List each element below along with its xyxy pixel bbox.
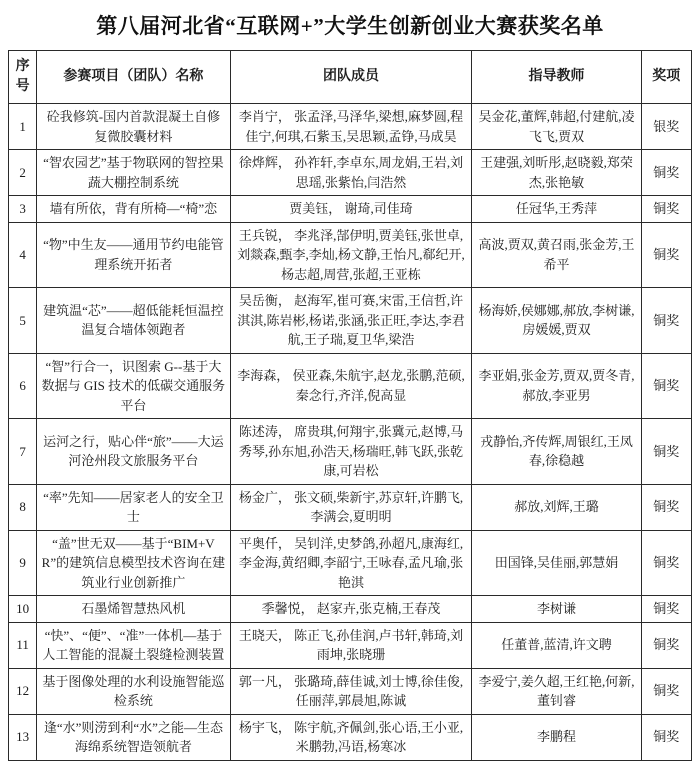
table-row (9, 714, 692, 760)
project-name-cell: 运河之行，贴心伴“旅”——大运河沧州段文旅服务平台 (37, 419, 230, 485)
header-row (9, 51, 692, 104)
project-name-cell: “物”中生友——通用节约电能管理系统开拓者 (37, 222, 230, 288)
project-name-cell: 建筑温“芯”——超低能耗恒温控温复合墙体领跑者 (37, 288, 230, 354)
award-cell: 铜奖 (641, 196, 691, 223)
team-members-cell: 平奥仟， 吴钊洋,史梦鸽,孙超凡,康海红,李金海,黄绍卿,李韶宁,王咏春,孟凡瑜,张艳淇 (230, 530, 472, 596)
team-members-cell: 李海森， 侯亚森,朱航宇,赵龙,张鹏,范硕,秦念行,齐洋,倪高显 (230, 353, 472, 419)
team-members-cell: 陈述涛， 席贵琪,何翔宇,张冀元,赵博,马秀琴,孙东旭,孙浩天,杨瑞旺,韩飞跃,张乾康,可岩松 (230, 419, 472, 485)
team-members-cell: 李肖宁， 张孟泽,马泽华,梁想,麻梦圆,程佳宁,何琪,石紫玉,吴思颖,孟铮,马成昊 (230, 104, 472, 150)
award-cell: 铜奖 (641, 714, 691, 760)
advisors-cell: 杨海娇,侯娜娜,郝放,李树谦,房媛媛,贾双 (472, 288, 641, 354)
table-row (9, 150, 692, 196)
advisors-cell: 王建强,刘昕彤,赵晓毅,郑荣杰,张艳敏 (472, 150, 641, 196)
row-number-cell: 8 (9, 484, 37, 530)
column-header-project: 参赛项目（团队）名称 (37, 51, 230, 104)
row-number-cell: 11 (9, 622, 37, 668)
project-name-cell: “盖”世无双——基于“BIM+VR”的建筑信息模型技术咨询在建筑业行业创新推广 (37, 530, 230, 596)
advisors-cell: 李鹏程 (472, 714, 641, 760)
project-name-cell: “智农园艺”基于物联网的智控果蔬大棚控制系统 (37, 150, 230, 196)
row-number-cell: 2 (9, 150, 37, 196)
advisors-cell: 任冠华,王秀萍 (472, 196, 641, 223)
table-body (9, 104, 692, 761)
advisors-cell: 田国锋,吴佳丽,郭慧娟 (472, 530, 641, 596)
team-members-cell: 吴岳衡， 赵海军,崔可赛,宋雷,王信哲,许淇淇,陈岩彬,杨诺,张涵,张正旺,李达,李君航,王子瑞,夏卫华,梁浩 (230, 288, 472, 354)
project-name-cell: 墙有所依，背有所椅—“椅”恋 (37, 196, 230, 223)
row-number-cell: 7 (9, 419, 37, 485)
team-members-cell: 徐烨辉， 孙祚轩,李卓东,周龙娟,王岩,刘思瑶,张紫怡,闫浩然 (230, 150, 472, 196)
award-cell: 铜奖 (641, 353, 691, 419)
row-number-cell: 13 (9, 714, 37, 760)
award-cell: 银奖 (641, 104, 691, 150)
row-number-cell: 10 (9, 596, 37, 623)
award-cell: 铜奖 (641, 222, 691, 288)
team-members-cell: 王兵锐， 李兆泽,郜伊明,贾美钰,张世卓,刘燚森,甄李,李灿,杨文静,王怡凡,郗纪开,杨志超,周营,张超,王亚栋 (230, 222, 472, 288)
table-row (9, 288, 692, 354)
award-table (8, 50, 692, 761)
project-name-cell: 石墨烯智慧热风机 (37, 596, 230, 623)
row-number-cell: 5 (9, 288, 37, 354)
column-header-members: 团队成员 (230, 51, 472, 104)
award-cell: 铜奖 (641, 150, 691, 196)
row-number-cell: 12 (9, 668, 37, 714)
table-row (9, 668, 692, 714)
table-row (9, 104, 692, 150)
project-name-cell: 逢“水”则涝到利“水”之能—生态海绵系统智造领航者 (37, 714, 230, 760)
team-members-cell: 杨金广， 张文硕,柴新宇,苏京轩,许鹏飞,李满会,夏明明 (230, 484, 472, 530)
award-cell: 铜奖 (641, 622, 691, 668)
advisors-cell: 李爱宁,姜久超,王红艳,何新,董钊睿 (472, 668, 641, 714)
table-row (9, 622, 692, 668)
row-number-cell: 3 (9, 196, 37, 223)
team-members-cell: 季馨悦， 赵家卉,张克楠,王春茂 (230, 596, 472, 623)
table-row (9, 353, 692, 419)
team-members-cell: 王晓天， 陈正飞,孙佳润,卢书轩,韩琦,刘雨坤,张晓珊 (230, 622, 472, 668)
advisors-cell: 吴金花,董辉,韩超,付建航,凌飞飞,贾双 (472, 104, 641, 150)
column-header-no: 序号 (9, 51, 37, 104)
table-row (9, 530, 692, 596)
award-cell: 铜奖 (641, 419, 691, 485)
team-members-cell: 郭一凡， 张璐琦,薛佳诚,刘士博,徐佳俊,任丽萍,郭晨旭,陈诚 (230, 668, 472, 714)
award-cell: 铜奖 (641, 668, 691, 714)
award-cell: 铜奖 (641, 484, 691, 530)
row-number-cell: 4 (9, 222, 37, 288)
column-header-award: 奖项 (641, 51, 691, 104)
project-name-cell: “率”先知——居家老人的安全卫士 (37, 484, 230, 530)
advisors-cell: 李树谦 (472, 596, 641, 623)
row-number-cell: 9 (9, 530, 37, 596)
project-name-cell: 基于图像处理的水利设施智能巡检系统 (37, 668, 230, 714)
table-row (9, 196, 692, 223)
column-header-advisors: 指导教师 (472, 51, 641, 104)
team-members-cell: 贾美钰， 谢琦,司佳琦 (230, 196, 472, 223)
award-cell: 铜奖 (641, 530, 691, 596)
advisors-cell: 李亚娟,张金芳,贾双,贾冬青,郝放,李亚男 (472, 353, 641, 419)
table-row (9, 222, 692, 288)
award-cell: 铜奖 (641, 596, 691, 623)
advisors-cell: 高波,贾双,黄召雨,张金芳,王希平 (472, 222, 641, 288)
table-row (9, 484, 692, 530)
advisors-cell: 戎静怡,齐传辉,周银红,王凤春,徐稳越 (472, 419, 641, 485)
project-name-cell: 砼我修筑-国内首款混凝土自修复微胶囊材料 (37, 104, 230, 150)
table-row (9, 419, 692, 485)
row-number-cell: 1 (9, 104, 37, 150)
advisors-cell: 郝放,刘辉,王璐 (472, 484, 641, 530)
page-title: 第八届河北省“互联网+”大学生创新创业大赛获奖名单 (96, 14, 604, 38)
award-cell: 铜奖 (641, 288, 691, 354)
team-members-cell: 杨宇飞， 陈宇航,齐佩剑,张心语,王小亚,米鹏勃,冯语,杨寒冰 (230, 714, 472, 760)
project-name-cell: “智”行合一，识图索 G--基于大数据与 GIS 技术的低碳交通服务平台 (37, 353, 230, 419)
advisors-cell: 任董普,蓝清,许文聘 (472, 622, 641, 668)
project-name-cell: “快”、“便”、“准”一体机—基于人工智能的混凝土裂缝检测装置 (37, 622, 230, 668)
row-number-cell: 6 (9, 353, 37, 419)
table-row (9, 596, 692, 623)
